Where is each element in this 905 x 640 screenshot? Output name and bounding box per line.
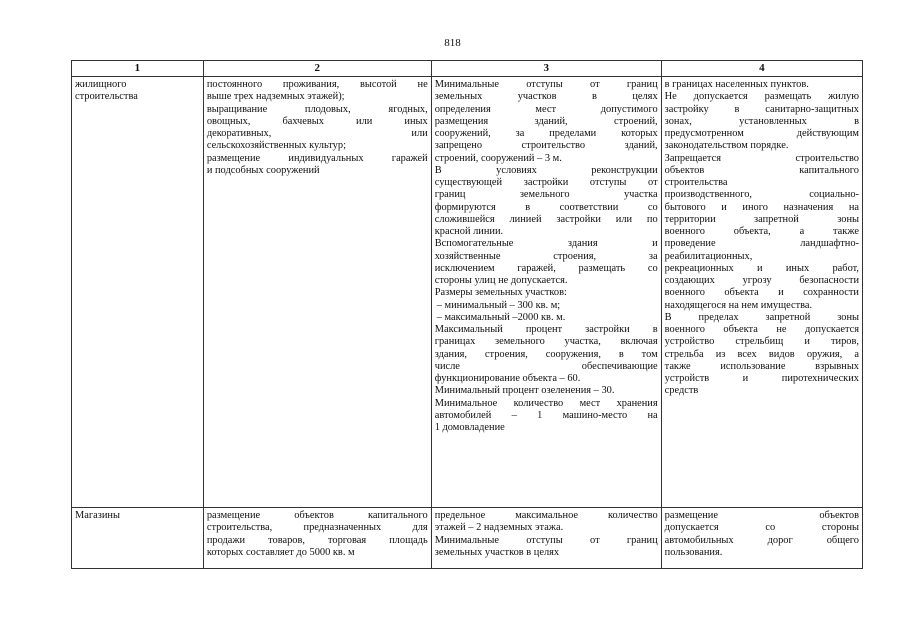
text-line: Максимальный процент застройки в [434,324,658,335]
text-line: Не допускается размещать жилую [664,91,859,103]
text-line: сельскохозяйственных культур; [206,140,346,152]
text-line: застройку в санитарно-защитных [664,103,859,115]
text-line: продажи товаров, торговая площадь [206,534,428,546]
table-header-row [72,61,863,77]
text-line: 1 домовладение [434,422,505,433]
cell-use-name [72,508,204,569]
text-line: земельных участков в целях [434,91,658,103]
column-header-3: 3 [431,61,661,77]
text-block [665,79,859,398]
text-line: территории запретной зоны [664,213,859,225]
text-line: строений, сооружений – 3 м. [434,152,562,164]
text-line: Магазины [75,510,120,521]
cell-parameters [431,508,661,569]
text-line: В условиях реконструкции [434,164,658,176]
text-line: запрещено строительство зданий, [434,140,658,152]
text-line: создающих угрозу безопасности [664,275,859,286]
text-line: в границах населенных пунктов. [664,79,809,90]
text-line: стороны улиц не допускается. [434,275,568,286]
text-block [75,79,200,104]
text-block [75,510,200,522]
text-line: допускается со стороны [664,522,859,534]
text-block [435,510,658,559]
text-line: автомобилей – 1 машино-место на [434,409,658,421]
text-line: зонах, установленных в [664,115,859,127]
text-line: Минимальные отступы от границ [434,534,658,546]
text-line: производственного, социально- [664,189,859,201]
text-line: и подсобных сооружений [206,164,320,176]
text-line: рекреационных и иных работ, [664,262,859,274]
text-line: здания, строения, сооружения, в том [434,348,658,360]
text-line: постоянного проживания, высотой не [206,79,428,90]
text-line: Минимальное количество мест хранения [434,397,658,409]
text-line: выше трех надземных этажей); [206,91,345,103]
text-block [207,79,428,177]
column-header-4: 4 [661,61,862,77]
text-line: сооружений, за пределами которых [434,128,658,139]
text-line: Запрещается строительство [664,152,859,164]
text-line: устройство стрельбищ и тиров, [664,336,859,348]
text-line: декоративных, или [206,128,428,139]
text-line: сложившейся линией застройки или по [434,213,658,225]
text-line: военного объекта, а также [664,226,859,237]
cell-restrictions [661,508,862,569]
text-line: выращивание плодовых, ягодных, [206,103,428,115]
text-line: размещение объектов [664,510,859,521]
text-line: Минимальный процент озеленения – 30. [434,385,615,397]
text-line: строительства, предназначенных для [206,522,428,534]
text-line: устройств и пиротехнических [664,373,859,384]
text-line: Минимальные отступы от границ [434,79,658,90]
cell-use-name [72,77,204,508]
text-line: жилищного [75,79,127,90]
text-line: находящегося на нем имущества. [664,299,813,311]
text-line: Размеры земельных участков: [434,287,567,299]
text-line: этажей – 2 надземных этажа. [434,522,564,534]
cell-parameters [431,77,661,508]
cell-use-description [203,77,431,508]
text-line: функционирование объекта – 60. [434,373,581,384]
text-line: военного объекта не допускается [664,324,859,335]
text-line: – максимальный –2000 кв. м. [436,311,566,323]
text-line: границ земельного участка [434,189,658,201]
page-number: 818 [444,37,461,49]
text-line: средств [664,385,699,397]
text-line: В пределах запретной зоны [664,311,859,323]
text-block [435,79,658,434]
table-row [72,508,863,569]
text-line: хозяйственные строения, за [434,250,658,262]
column-header-2: 2 [203,61,431,77]
text-line: овощных, бахчевых или иных [206,115,428,127]
text-line: бытового и иного назначения на [664,201,859,213]
column-header-1: 1 [72,61,204,77]
table-row [72,77,863,508]
text-line: строительства [75,91,138,103]
text-line: границах земельного участка, включая [434,336,658,348]
text-line: размещения зданий, строений, [434,115,658,127]
text-block [665,510,859,559]
text-line: объектов капитального [664,164,859,176]
text-line: размещение объектов капитального [206,510,428,521]
text-line: красной линии. [434,226,504,237]
cell-use-description [203,508,431,569]
text-line: строительства [664,177,728,188]
cell-restrictions [661,77,862,508]
text-line: Вспомогательные здания и [434,238,658,250]
text-line: размещение индивидуальных гаражей [206,152,428,164]
text-line: также использование взрывных [664,360,859,372]
text-line: военного объекта и сохранности [664,287,859,299]
text-line: определения мест допустимого [434,103,658,115]
text-line: стрельба из всех видов оружия, а [664,348,859,360]
text-block [207,510,428,559]
text-line: исключением гаражей, размещать со [434,262,658,274]
text-line: числе обеспечивающие [434,360,658,372]
text-line: законодательством порядке. [664,140,789,152]
text-line: которых составляет до 5000 кв. м [206,546,355,558]
regulations-table [71,60,863,569]
text-line: существующей застройки отступы от [434,177,658,188]
text-line: автомобильных дорог общего [664,534,859,546]
text-line: реабилитационных, [664,250,753,262]
text-line: проведение ландшафтно- [664,238,859,250]
text-line: пользования. [664,546,723,558]
text-line: – минимальный – 300 кв. м; [436,299,561,311]
text-line: предусмотренном действующим [664,128,859,139]
text-line: формируются в соответствии со [434,201,658,213]
text-line: земельных участков в целях [434,546,560,558]
text-line: предельное максимальное количество [434,510,658,521]
